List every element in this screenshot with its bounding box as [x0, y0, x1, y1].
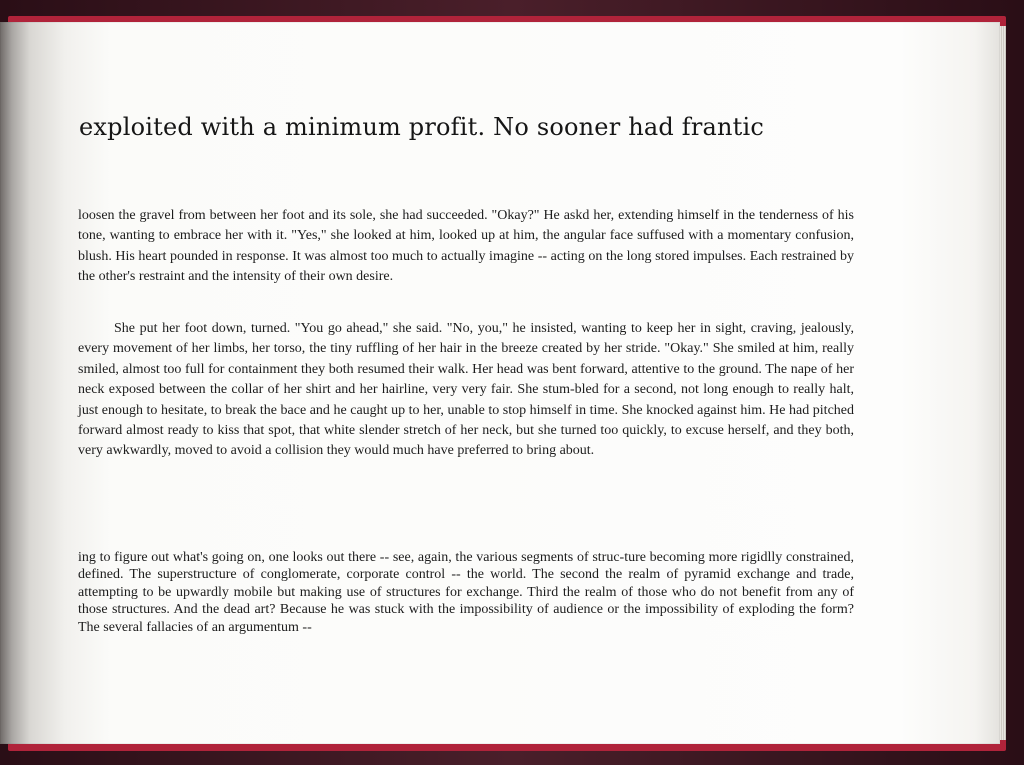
paragraph-2: She put her foot down, turned. "You go ahead," she said. "No, you," he insisted, wanting to keep her in sight, craving, jealously, every movement of her limbs, her torso, the tiny ruffling of her hair in the breeze created by her stride. "Okay." She smiled at him, really smiled, almost too full for containment they both resumed their walk. Her head was bent forward, attentive to the ground. The nape of her neck exposed between the collar of her shirt and her hairline, very very fair. She stum-bled for a second, not long enough to really halt, just enough to hesitate, to break the bace and he caught up to her, unable to stop himself in time. She knocked against him. He had pitched forward almost ready to kiss that spot, that white slender stretch of her neck, but she turned too quickly, to excuse herself, and they both, very awkwardly, moved to avoid a collision they would much have preferred to bring about. — [78, 321, 854, 459]
paragraph-3: ing to figure out what's going on, one looks out there -- see, again, the various segments of struc-ture becoming more rigidlly constrained, defined. The superstructure of conglomerate, corporate control -- the world. The second the realm of pyramid exchange and trade, attempting to be upwardly mobile but making use of structures for exchange. Third the realm of those who do not benefit from any of those structures. And the dead art? Because he was stuck with the impossibility of audience or the impossibility of exploding the form? The several fallacies of an argumentum -- — [78, 550, 854, 635]
paragraph-1: loosen the gravel from between her foot and its sole, she had succeeded. "Okay?" He askd her, extending himself in the tenderness of his tone, wanting to embrace her with it. "Yes," she looked at him, looked up at him, the angular face suffused with a momentary confusion, blush. His heart pounded in response. It was almost too much to actually imagine -- acting on the long stored impulses. Each restrained by the other's restraint and the intensity of their own desire. — [78, 208, 854, 285]
page-headline: exploited with a minimum profit. No sooner had frantic — [79, 113, 765, 141]
book-page — [0, 22, 1000, 744]
page-stack-edge — [1000, 26, 1006, 740]
